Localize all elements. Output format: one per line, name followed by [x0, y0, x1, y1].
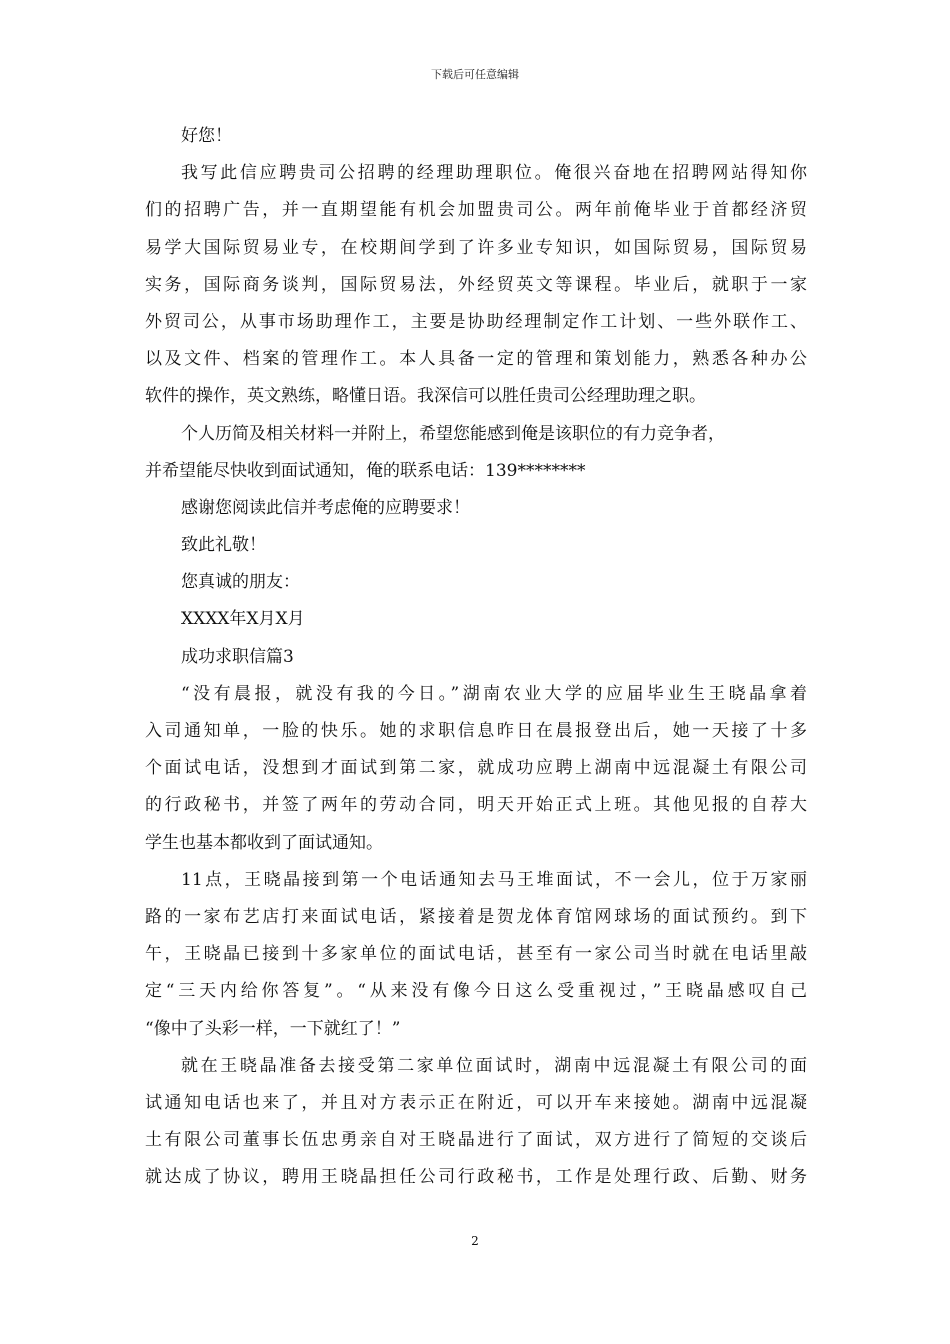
paragraph-line: “没有晨报，就没有我的今日。”湖南农业大学的应届毕业生王晓晶拿着 [181, 683, 807, 704]
paragraph-line: 入司通知单，一脸的快乐。她的求职信息昨日在晨报登出后，她一天接了十多 [145, 721, 807, 741]
paragraph-line: “像中了头彩一样，一下就红了！” [145, 1018, 401, 1039]
paragraph-line: 的行政秘书，并签了两年的劳动合同，明天开始正式上班。其他见报的自荐大 [145, 795, 807, 816]
page-header: 下载后可任意编辑 [431, 68, 519, 81]
paragraph-line: 就达成了协议，聘用王晓晶担任公司行政秘书，工作是处理行政、后勤、财务 [145, 1167, 807, 1188]
thanks-line: 感谢您阅读此信并考虑俺的应聘要求！ [181, 497, 470, 518]
paragraph-line: 路的一家布艺店打来面试电话，紧接着是贺龙体育馆网球场的面试预约。到下 [145, 906, 807, 927]
paragraph-line: 个人历简及相关材料一并附上，希望您能感到俺是该职位的有力竞争者， [181, 423, 725, 444]
paragraph-line: 易学大国际贸易业专，在校期间学到了许多业专知识，如国际贸易，国际贸易 [145, 237, 807, 258]
paragraph-line: 就在王晓晶准备去接受第二家单位面试时，湖南中远混凝土有限公司的面 [181, 1055, 807, 1076]
page-number: 2 [471, 1234, 479, 1248]
paragraph-line: 以及文件、档案的管理作工。本人具备一定的管理和策划能力，熟悉各种办公 [145, 349, 807, 370]
paragraph-line: 外贸司公，从事市场助理作工，主要是协助经理制定作工计划、一些外联作工、 [145, 311, 807, 332]
paragraph-line: 我写此信应聘贵司公招聘的经理助理职位。俺很兴奋地在招聘网站得知你 [181, 163, 807, 184]
paragraph-line: 们的招聘广告，并一直期望能有机会加盟贵司公。两年前俺毕业于首都经济贸 [145, 200, 807, 221]
paragraph-line: 定“三天内给你答复”。“从来没有像今日这么受重视过，”王晓晶感叹自己 [145, 981, 807, 1002]
paragraph-line: 午，王晓晶已接到十多家单位的面试电话，甚至有一家公司当时就在电话里敲 [145, 944, 807, 965]
letter-body [145, 118, 807, 1196]
paragraph-line: 个面试电话，没想到才面试到第二家，就成功应聘上湖南中远混凝土有限公司 [145, 758, 807, 779]
greeting-line: 好您！ [181, 126, 232, 146]
paragraph-line: 11点，王晓晶接到第一个电话通知去马王堆面试，不一会儿，位于万家丽 [181, 869, 807, 890]
section-title: 成功求职信篇3 [181, 646, 294, 667]
signature-line: 您真诚的朋友： [181, 572, 300, 593]
salutation-line: 致此礼敬！ [181, 535, 266, 556]
paragraph-line: 软件的操作，英文熟练，略懂日语。我深信可以胜任贵司公经理助理之职。 [145, 386, 706, 407]
paragraph-line: 学生也基本都收到了面试通知。 [145, 832, 383, 853]
date-line: XXXX年X月X月 [181, 609, 305, 630]
paragraph-line: 土有限公司董事长伍忠勇亲自对王晓晶进行了面试，双方进行了简短的交谈后 [145, 1130, 807, 1151]
paragraph-line: 实务，国际商务谈判，国际贸易法，外经贸英文等课程。毕业后，就职于一家 [145, 274, 807, 295]
paragraph-line: 试通知电话也来了，并且对方表示正在附近，可以开车来接她。湖南中远混凝 [145, 1092, 807, 1113]
contact-line: 并希望能尽快收到面试通知，俺的联系电话：139******** [145, 460, 586, 481]
